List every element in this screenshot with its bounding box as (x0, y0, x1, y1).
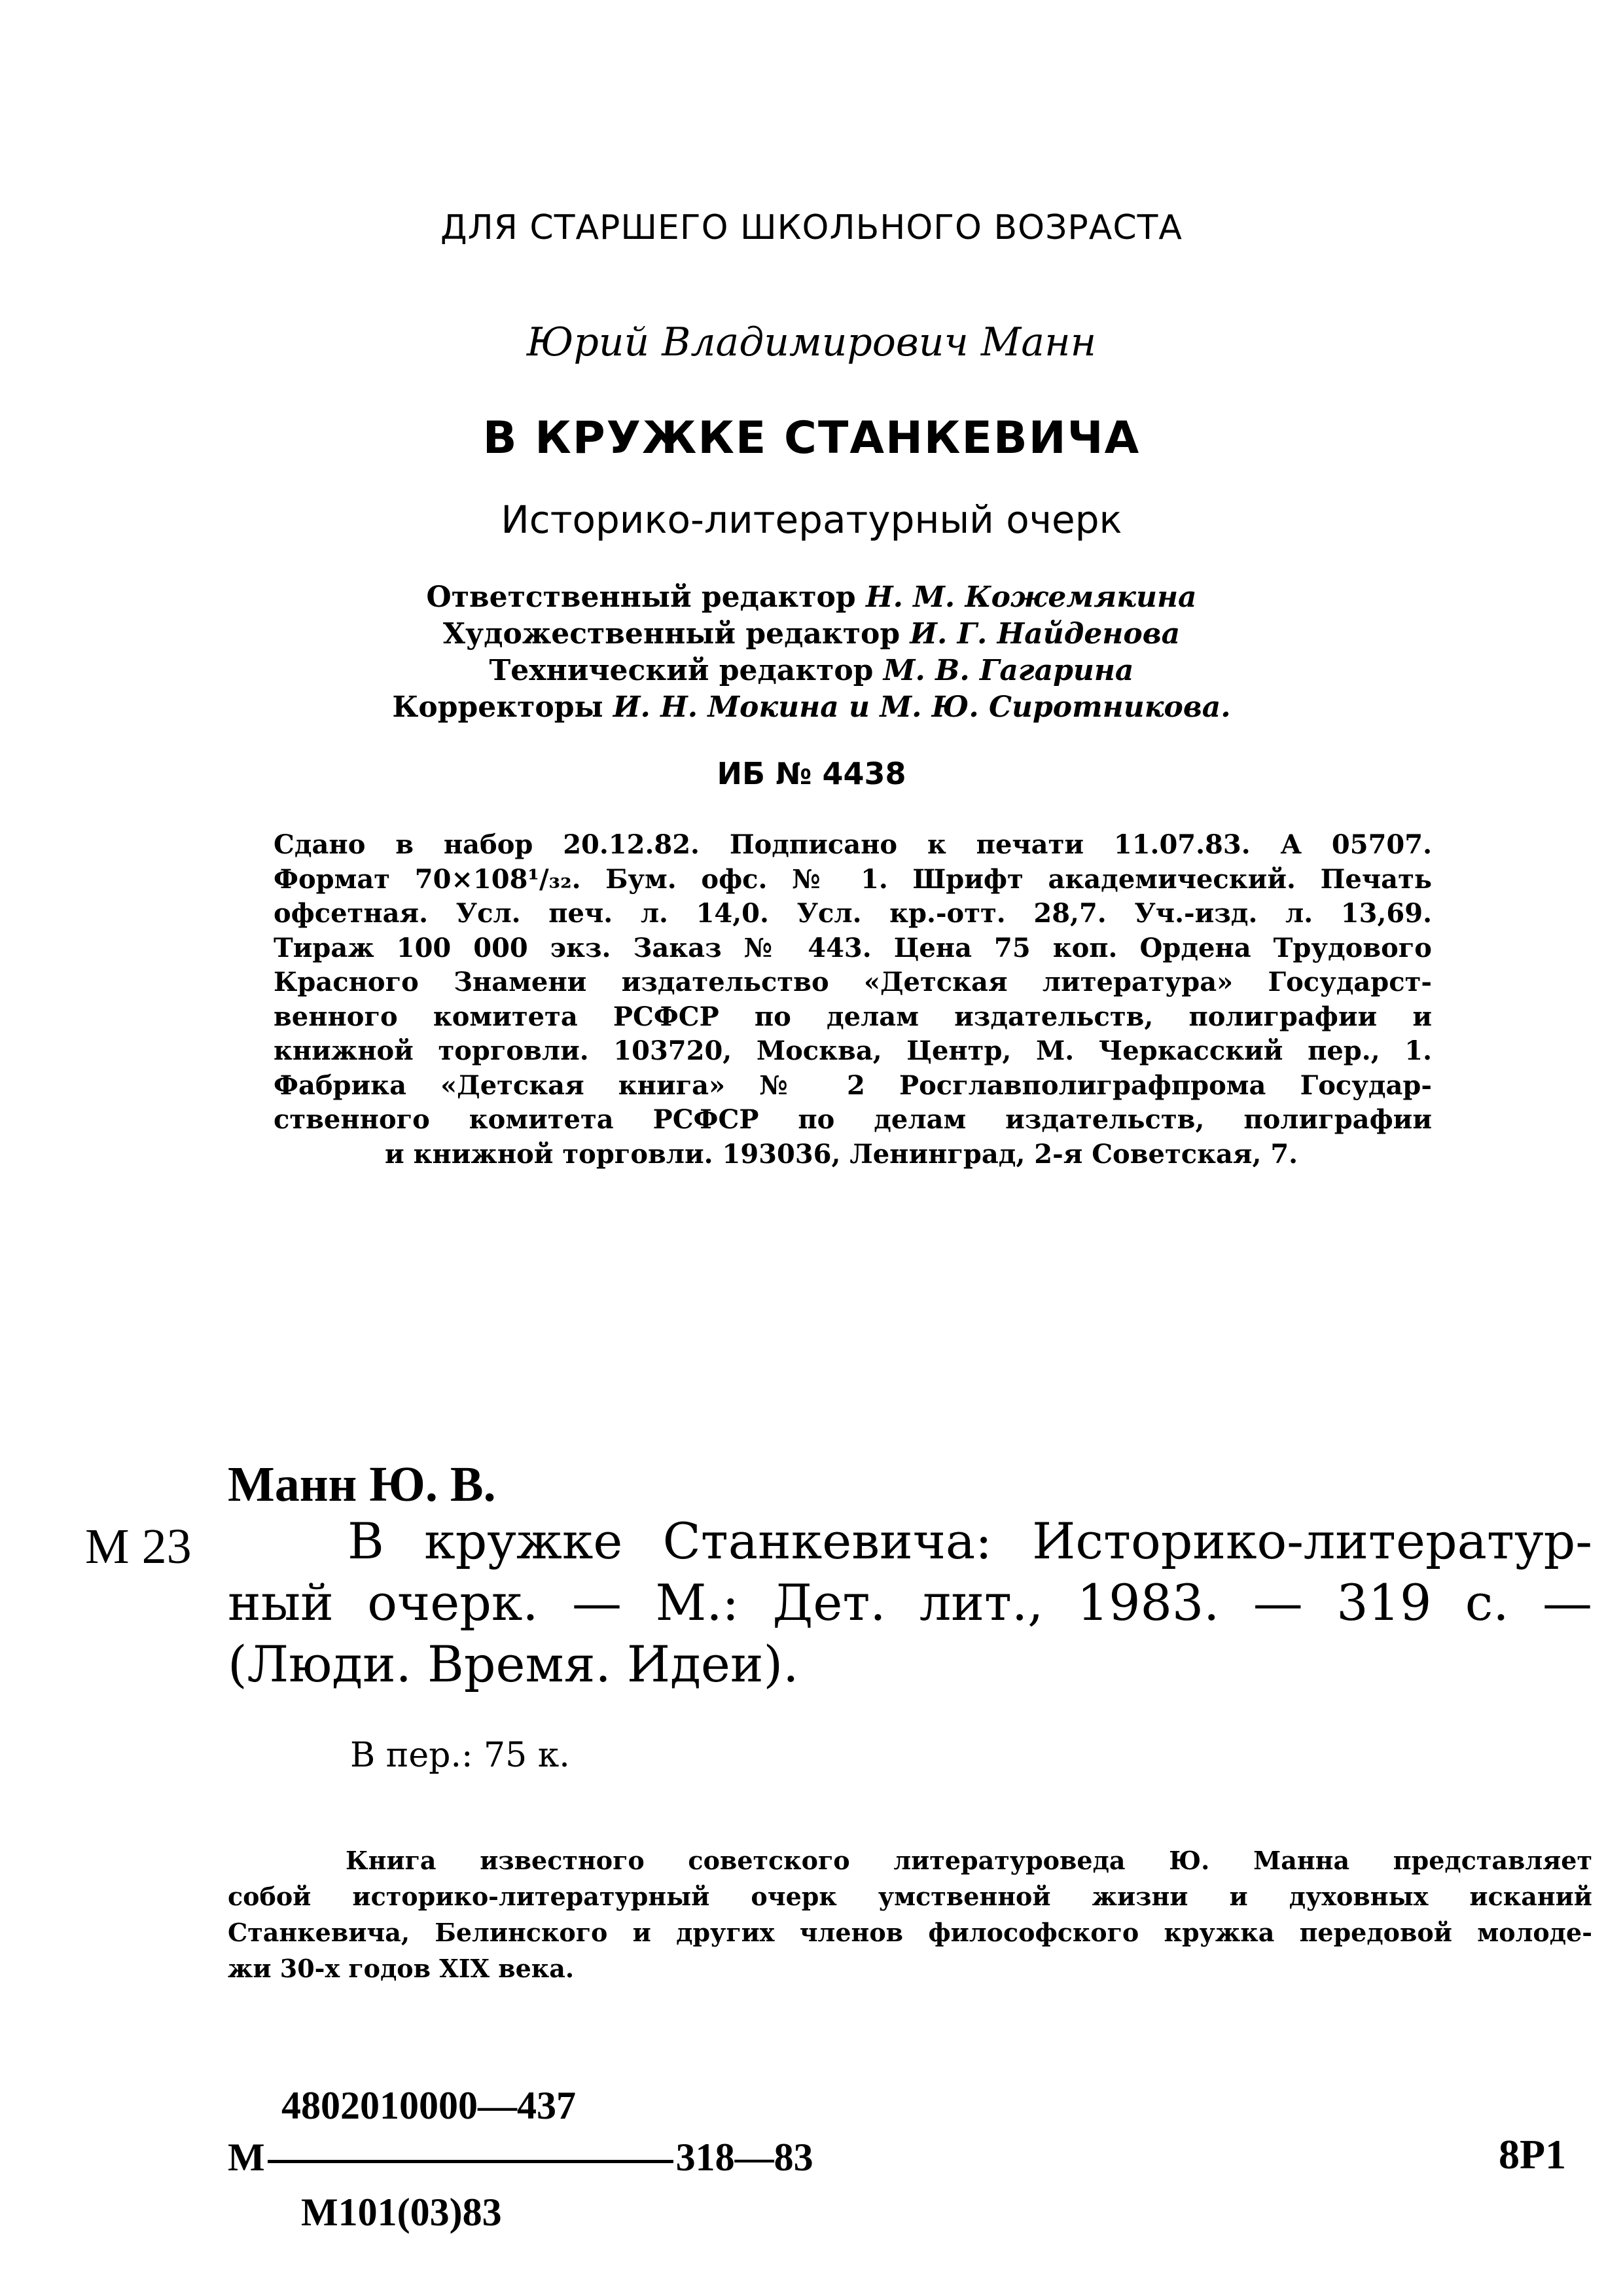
credit-role: Художественный редактор (442, 617, 901, 651)
catalog-suffix: 318—83 (675, 2136, 813, 2179)
imprint-line: венного комитета РСФСР по делам издательств, полиграфии и (274, 1001, 1432, 1032)
book-subtitle: Историко-литературный очерк (501, 497, 1122, 542)
credit-name: М. В. Гагарина (883, 654, 1134, 687)
classification-code: 8Р1 (1499, 2131, 1567, 2178)
credit-name: И. Н. Мокина и М. Ю. Сиротникова. (613, 691, 1231, 724)
catalog-prefix: М (228, 2136, 265, 2179)
imprint-line: Формат 70×108¹/₃₂. Бум. офс. № 1. Шрифт академический. Печать (274, 863, 1432, 895)
price-label: В пер.: 75 к. (350, 1736, 570, 1775)
credit-line (0, 616, 1623, 653)
book-title: В КРУЖКЕ СТАНКЕВИЧА (482, 412, 1141, 464)
catalog-number-top: 4802010000—437 (281, 2084, 576, 2127)
bibliography-description (228, 1511, 1592, 1695)
imprint-block (274, 828, 1432, 1172)
bibliography-line: (Люди. Время. Идеи). (228, 1635, 799, 1693)
credit-role: Корректоры (392, 691, 603, 724)
catalog-divider (268, 2160, 673, 2163)
credit-line (0, 653, 1623, 689)
credit-role: Технический редактор (489, 654, 874, 687)
imprint-line: и книжной торговли. 193036, Ленинград, 2-я Советская, 7. (385, 1138, 1298, 1170)
credit-role: Ответственный редактор (426, 581, 856, 614)
ib-number: ИБ № 4438 (717, 756, 906, 791)
credit-name: Н. М. Кожемякина (866, 581, 1197, 614)
imprint-line: офсетная. Усл. печ. л. 14,0. Усл. кр.-отт. 28,7. Уч.-изд. л. 13,69. (274, 898, 1432, 929)
imprint-line: ственного комитета РСФСР по делам издательств, полиграфии (274, 1104, 1432, 1135)
credit-line (0, 689, 1623, 726)
imprint-line: Тираж 100 000 экз. Заказ № 443. Цена 75 коп. Ордена Трудового (274, 932, 1432, 963)
annotation-line: Станкевича, Белинского и других членов философского кружка передовой молоде- (228, 1918, 1592, 1947)
credits-block (0, 579, 1623, 726)
bibliography-code: М 23 (85, 1519, 192, 1574)
imprint-line: Фабрика «Детская книга» № 2 Росглавполиграфпрома Государ- (274, 1069, 1432, 1101)
annotation-block (228, 1842, 1592, 1986)
bibliography-line: В кружке Станкевича: Историко-литератур- (348, 1512, 1592, 1570)
annotation-line: жи 30-х годов XIX века. (228, 1954, 575, 1983)
credit-line (0, 579, 1623, 616)
imprint-line: Сдано в набор 20.12.82. Подписано к печати 11.07.83. А 05707. (274, 829, 1432, 860)
annotation-line: Книга известного советского литературоведа Ю. Манна представляет (346, 1846, 1592, 1875)
imprint-line: книжной торговли. 103720, Москва, Центр, М. Черкасский пер., 1. (274, 1035, 1432, 1066)
annotation-line: собой историко-литературный очерк умственной жизни и духовных исканий (228, 1882, 1592, 1911)
bibliography-line: ный очерк. — М.: Дет. лит., 1983. — 319 с. — (228, 1573, 1592, 1632)
audience-label: ДЛЯ СТАРШЕГО ШКОЛЬНОГО ВОЗРАСТА (440, 208, 1183, 247)
bibliography-author: Манн Ю. В. (228, 1457, 496, 1512)
credit-name: И. Г. Найденова (910, 617, 1181, 651)
catalog-number-middle (228, 2135, 813, 2180)
imprint-line: Красного Знамени издательство «Детская литература» Государст- (274, 967, 1432, 997)
author-name: Юрий Владимирович Манн (526, 319, 1097, 365)
catalog-number-bottom: М101(03)83 (301, 2191, 502, 2234)
